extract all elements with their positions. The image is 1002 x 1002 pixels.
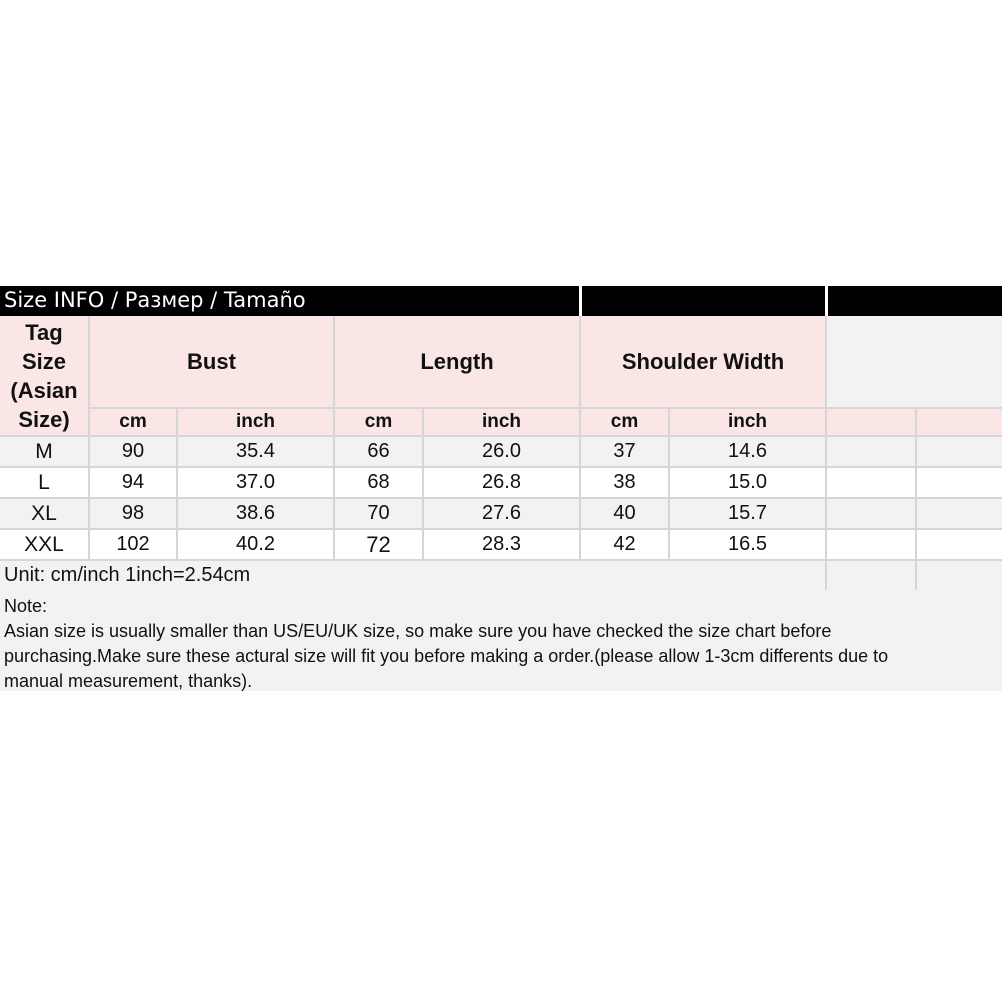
- table-cell: 98: [121, 502, 145, 524]
- table-cell: 26.8: [482, 471, 521, 493]
- note-line: purchasing.Make sure these actural size will fit you before making a order.(please allow 1-3cm differents due to: [4, 646, 889, 666]
- tag-size-line: (Asian: [10, 378, 78, 403]
- unit-header: cm: [119, 411, 147, 432]
- note-line: Asian size is usually smaller than US/EU/UK size, so make sure you have checked the size chart before: [4, 621, 832, 641]
- header-bar: [0, 286, 1002, 316]
- table-cell: 40: [613, 502, 636, 524]
- size-label: M: [35, 439, 53, 463]
- size-label: L: [38, 470, 50, 494]
- table-cell: 37.0: [236, 471, 275, 493]
- unit-note: Unit: cm/inch 1inch=2.54cm: [4, 564, 251, 586]
- table-cell: 38: [613, 471, 636, 493]
- table-cell: 35.4: [236, 440, 275, 462]
- table-cell: 40.2: [236, 533, 275, 555]
- right-blank-pink-strip: [826, 408, 1002, 436]
- table-cell: 42: [613, 533, 636, 555]
- table-cell: 68: [367, 471, 390, 493]
- unit-header: cm: [364, 411, 393, 432]
- size-label: XXL: [24, 532, 64, 556]
- table-cell: 72: [366, 531, 391, 557]
- tag-size-line: Size): [18, 407, 70, 432]
- tag-size-line: Size: [21, 349, 67, 374]
- group-header-shoulder-width: Shoulder Width: [621, 349, 785, 374]
- table-cell: 26.0: [482, 440, 521, 462]
- unit-header: inch: [481, 411, 522, 432]
- table-cell: 66: [367, 440, 390, 462]
- table-cell: 15.7: [728, 502, 767, 524]
- unit-header: cm: [610, 411, 639, 432]
- table-cell: 14.6: [728, 440, 767, 462]
- unit-header: inch: [727, 411, 768, 432]
- group-header-length: Length: [420, 349, 494, 374]
- table-cell: 38.6: [236, 502, 275, 524]
- group-header-bust: Bust: [187, 349, 236, 374]
- table-cell: 27.6: [482, 502, 521, 524]
- header-title: Size INFO / Размер / Tamaño: [4, 288, 306, 312]
- table-cell: 37: [613, 440, 636, 462]
- size-label: XL: [31, 501, 57, 525]
- unit-header: inch: [235, 411, 276, 432]
- note-label: Note:: [4, 596, 48, 616]
- table-cell: 28.3: [482, 533, 521, 555]
- table-cell: 15.0: [728, 471, 767, 493]
- header-divider: [825, 286, 828, 316]
- grid-line: [825, 316, 827, 590]
- table-cell: 16.5: [728, 533, 767, 555]
- table-cell: 90: [121, 440, 145, 462]
- header-divider: [579, 286, 582, 316]
- note-block: [0, 594, 1002, 694]
- tag-size-label: [0, 318, 88, 434]
- tag-size-line: Tag: [25, 320, 63, 345]
- table-cell: 102: [116, 533, 150, 555]
- table-cell: 94: [121, 471, 145, 493]
- right-blank-panel: [826, 316, 1002, 408]
- note-line: manual measurement, thanks).: [4, 671, 253, 691]
- table-cell: 70: [367, 502, 390, 524]
